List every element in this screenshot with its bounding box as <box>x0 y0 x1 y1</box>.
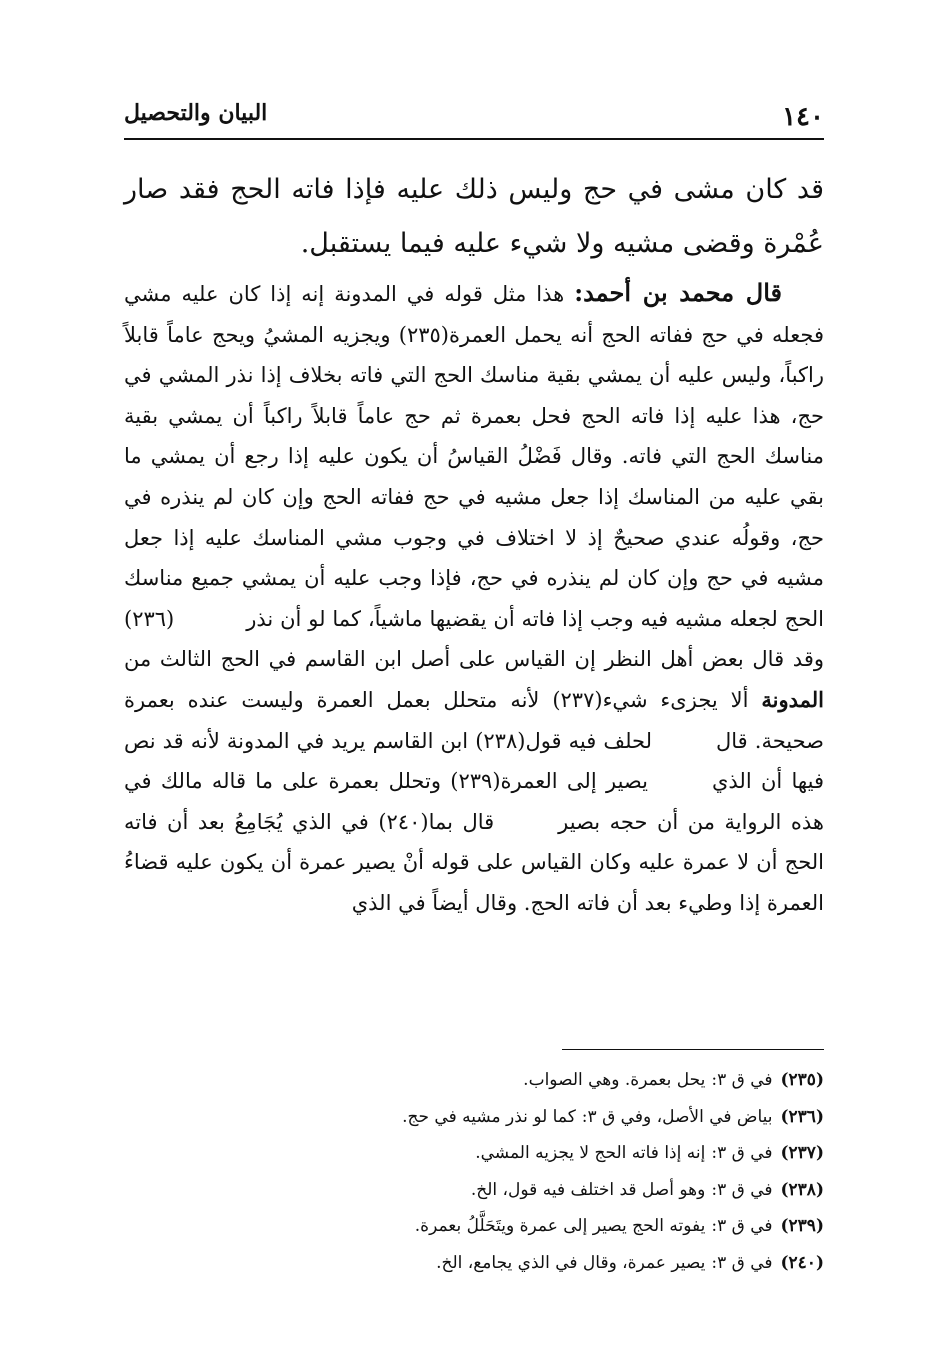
footnote-text: يفوته الحج يصير إلى عمرة ويتَحَلَّلُ بعمرة. <box>414 1216 706 1237</box>
footnote-text: وهو أصل قد اختلف فيه قول، الخ. <box>470 1179 706 1200</box>
footnote-source: في ق ٣: <box>711 1143 773 1164</box>
text-segment: لحلف فيه قول <box>525 728 653 753</box>
text-segment: ابن القاسم يريد في المدونة لأنه قد نص فيها أن الذي <box>124 728 824 794</box>
body-text <box>124 163 824 924</box>
text-segment: هذا مثل قوله في المدونة إنه إذا كان عليه مشي فجعله في حج ففاته الحج أنه يحمل العمرة <box>124 282 824 347</box>
text-segment: وتحلل بعمرة على ما قاله مالك في هذه الرواية من أن حجه بصير <box>124 769 824 834</box>
footnote-source: في ق ٣: <box>711 1216 773 1237</box>
running-title: البيان والتحصيل <box>124 100 268 126</box>
footnote <box>124 1135 824 1172</box>
main-paragraph <box>124 273 824 924</box>
footnote-number: (٢٤٠) <box>780 1252 824 1273</box>
footnote-number: (٢٣٧) <box>780 1143 824 1164</box>
footnote-rule <box>562 1049 824 1050</box>
footnote-text: يحل بعمرة. وهي الصواب. <box>523 1070 706 1090</box>
text-segment: ألا يجزىء شيء <box>602 687 762 712</box>
footnote <box>124 1062 824 1099</box>
footnote <box>124 1099 824 1136</box>
text-segment: ويجزيه المشيُ ويحج عاماً قابلاً راكباً، وليس عليه أن يمشي بقية مناسك الحج التي فاته بخلاف إذا نذر المشي في حج، هذا عليه إذا فاته الحج فحل بعمرة ثم حج عاماً قابلاً راكباً أن يمشي بقية مناسك الحج التي فاته. وقال فَضْلُ القياسُ أن يكون عليه إذا رجع أن يمشي ما بقي عليه من المناسك إذا جعل مشيه في حج ففاته الحج وإن كان لم ينذره في حج، وقولُه عندي صحيحٌ إذ لا اختلاف في وجوب مشي المناسك عليه إذا جعل مشيه في حج وإن كان لم ينذره في حج، فإذا وجب عليه أن يمشي جميع مناسك الحج لجعله مشيه فيه وجب إذا فاته أن يقضيها ماشياً، كما لو أن نذر <box>124 322 824 631</box>
text-segment: قال بما <box>428 809 495 834</box>
header-rule <box>124 138 824 140</box>
footnote-ref: (٢٣٩) <box>450 769 501 794</box>
text-segment: في الذي يُجَامِعُ بعد أن فاته الحج أن لا عمرة عليه وكان القياس على قوله أنْ يصير عمرة أن يكون عليه قضاءُ العمرة إذا وطيء بعد أن فاته الحج. وقال أيضاً في الذي <box>124 809 824 915</box>
footnote <box>124 1172 824 1209</box>
footnote-source: في ق ٣: <box>711 1070 773 1090</box>
footnote-ref: (٢٣٨) <box>475 728 526 753</box>
lead-paragraph: قد كان مشى في حج وليس ذلك عليه فإذا فاته الحج فقد صار عُمْرة وقضى مشيه ولا شيء عليه فيما يستقبل. <box>124 174 824 259</box>
text-segment: وقد قال بعض أهل النظر إن القياس على أصل ابن القاسم في الحج الثالث من <box>124 647 824 672</box>
page-number: ١٤٠ <box>782 102 824 132</box>
text-segment: لأنه متحلل بعمل العمرة وليست عنده بعمرة صحيحة. قال <box>124 687 824 753</box>
footnote-number: (٢٣٩) <box>780 1216 824 1237</box>
footnote-ref: (٢٣٧) <box>552 687 603 712</box>
footnote-source: في ق ٣: <box>711 1252 773 1273</box>
footnote <box>124 1245 824 1282</box>
book-title: المدونة <box>761 686 824 712</box>
speaker-name: قال محمد بن أحمد: <box>574 278 782 307</box>
page-header <box>124 96 824 132</box>
footnote-text: إنه إذا فاته الحج لا يجزيه المشي. <box>475 1143 706 1164</box>
footnote-number: (٢٣٦) <box>780 1106 824 1127</box>
footnote-ref: (٢٣٦) <box>124 606 175 631</box>
footnotes <box>124 1062 824 1282</box>
footnote-number: (٢٣٨) <box>780 1179 824 1200</box>
footnote-source: بياض في الأصل، وفي ق ٣: <box>581 1106 773 1127</box>
footnote-ref: (٢٤٠) <box>378 809 429 834</box>
footnote-text: يصير عمرة، وقال في الذي يجامع، الخ. <box>436 1252 706 1273</box>
footnote-text: كما لو نذر مشيه في حج. <box>402 1106 576 1127</box>
footnote-ref: (٢٣٥) <box>398 322 449 347</box>
footnote-number: (٢٣٥) <box>780 1070 824 1090</box>
footnote-source: في ق ٣: <box>711 1179 773 1200</box>
footnote <box>124 1208 824 1245</box>
text-segment: يصير إلى العمرة <box>500 769 648 794</box>
